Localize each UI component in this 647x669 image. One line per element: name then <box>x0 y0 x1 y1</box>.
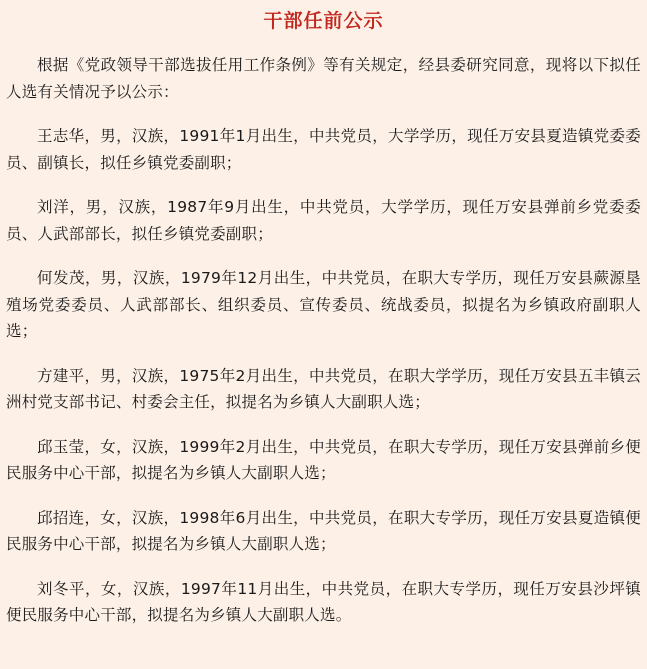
page-title: 干部任前公示 <box>263 10 384 32</box>
candidate-paragraph: 刘洋，男，汉族，1987年9月出生，中共党员，大学学历，现任万安县弹前乡党委委员、人武部部长，拟任乡镇党委副职； <box>6 198 641 243</box>
candidate-paragraph: 方建平，男，汉族，1975年2月出生，中共党员，在职大学学历，现任万安县五丰镇云洲村党支部书记、村委会主任，拟提名为乡镇人大副职人选； <box>6 366 641 411</box>
intro-paragraph: 根据《党政领导干部选拔任用工作条例》等有关规定，经县委研究同意，现将以下拟任人选有关情况予以公示： <box>6 56 641 101</box>
candidate-paragraph: 邱玉莹，女，汉族，1999年2月出生，中共党员，在职大专学历，现任万安县弹前乡便民服务中心干部，拟提名为乡镇人大副职人选； <box>6 437 641 482</box>
candidate-paragraph: 刘冬平，女，汉族，1997年11月出生，中共党员，在职大专学历，现任万安县沙坪镇便民服务中心干部，拟提名为乡镇人大副职人选。 <box>6 579 641 624</box>
candidate-paragraph: 王志华，男，汉族，1991年1月出生，中共党员，大学学历，现任万安县夏造镇党委委员、副镇长，拟任乡镇党委副职； <box>6 127 641 172</box>
candidate-paragraph: 邱招连，女，汉族，1998年6月出生，中共党员，在职大专学历，现任万安县夏造镇便民服务中心干部，拟提名为乡镇人大副职人选； <box>6 508 641 553</box>
candidate-paragraph: 何发茂，男，汉族，1979年12月出生，中共党员，在职大专学历，现任万安县蕨源垦殖场党委委员、人武部部长、组织委员、宣传委员、统战委员，拟提名为乡镇政府副职人选； <box>6 269 641 340</box>
